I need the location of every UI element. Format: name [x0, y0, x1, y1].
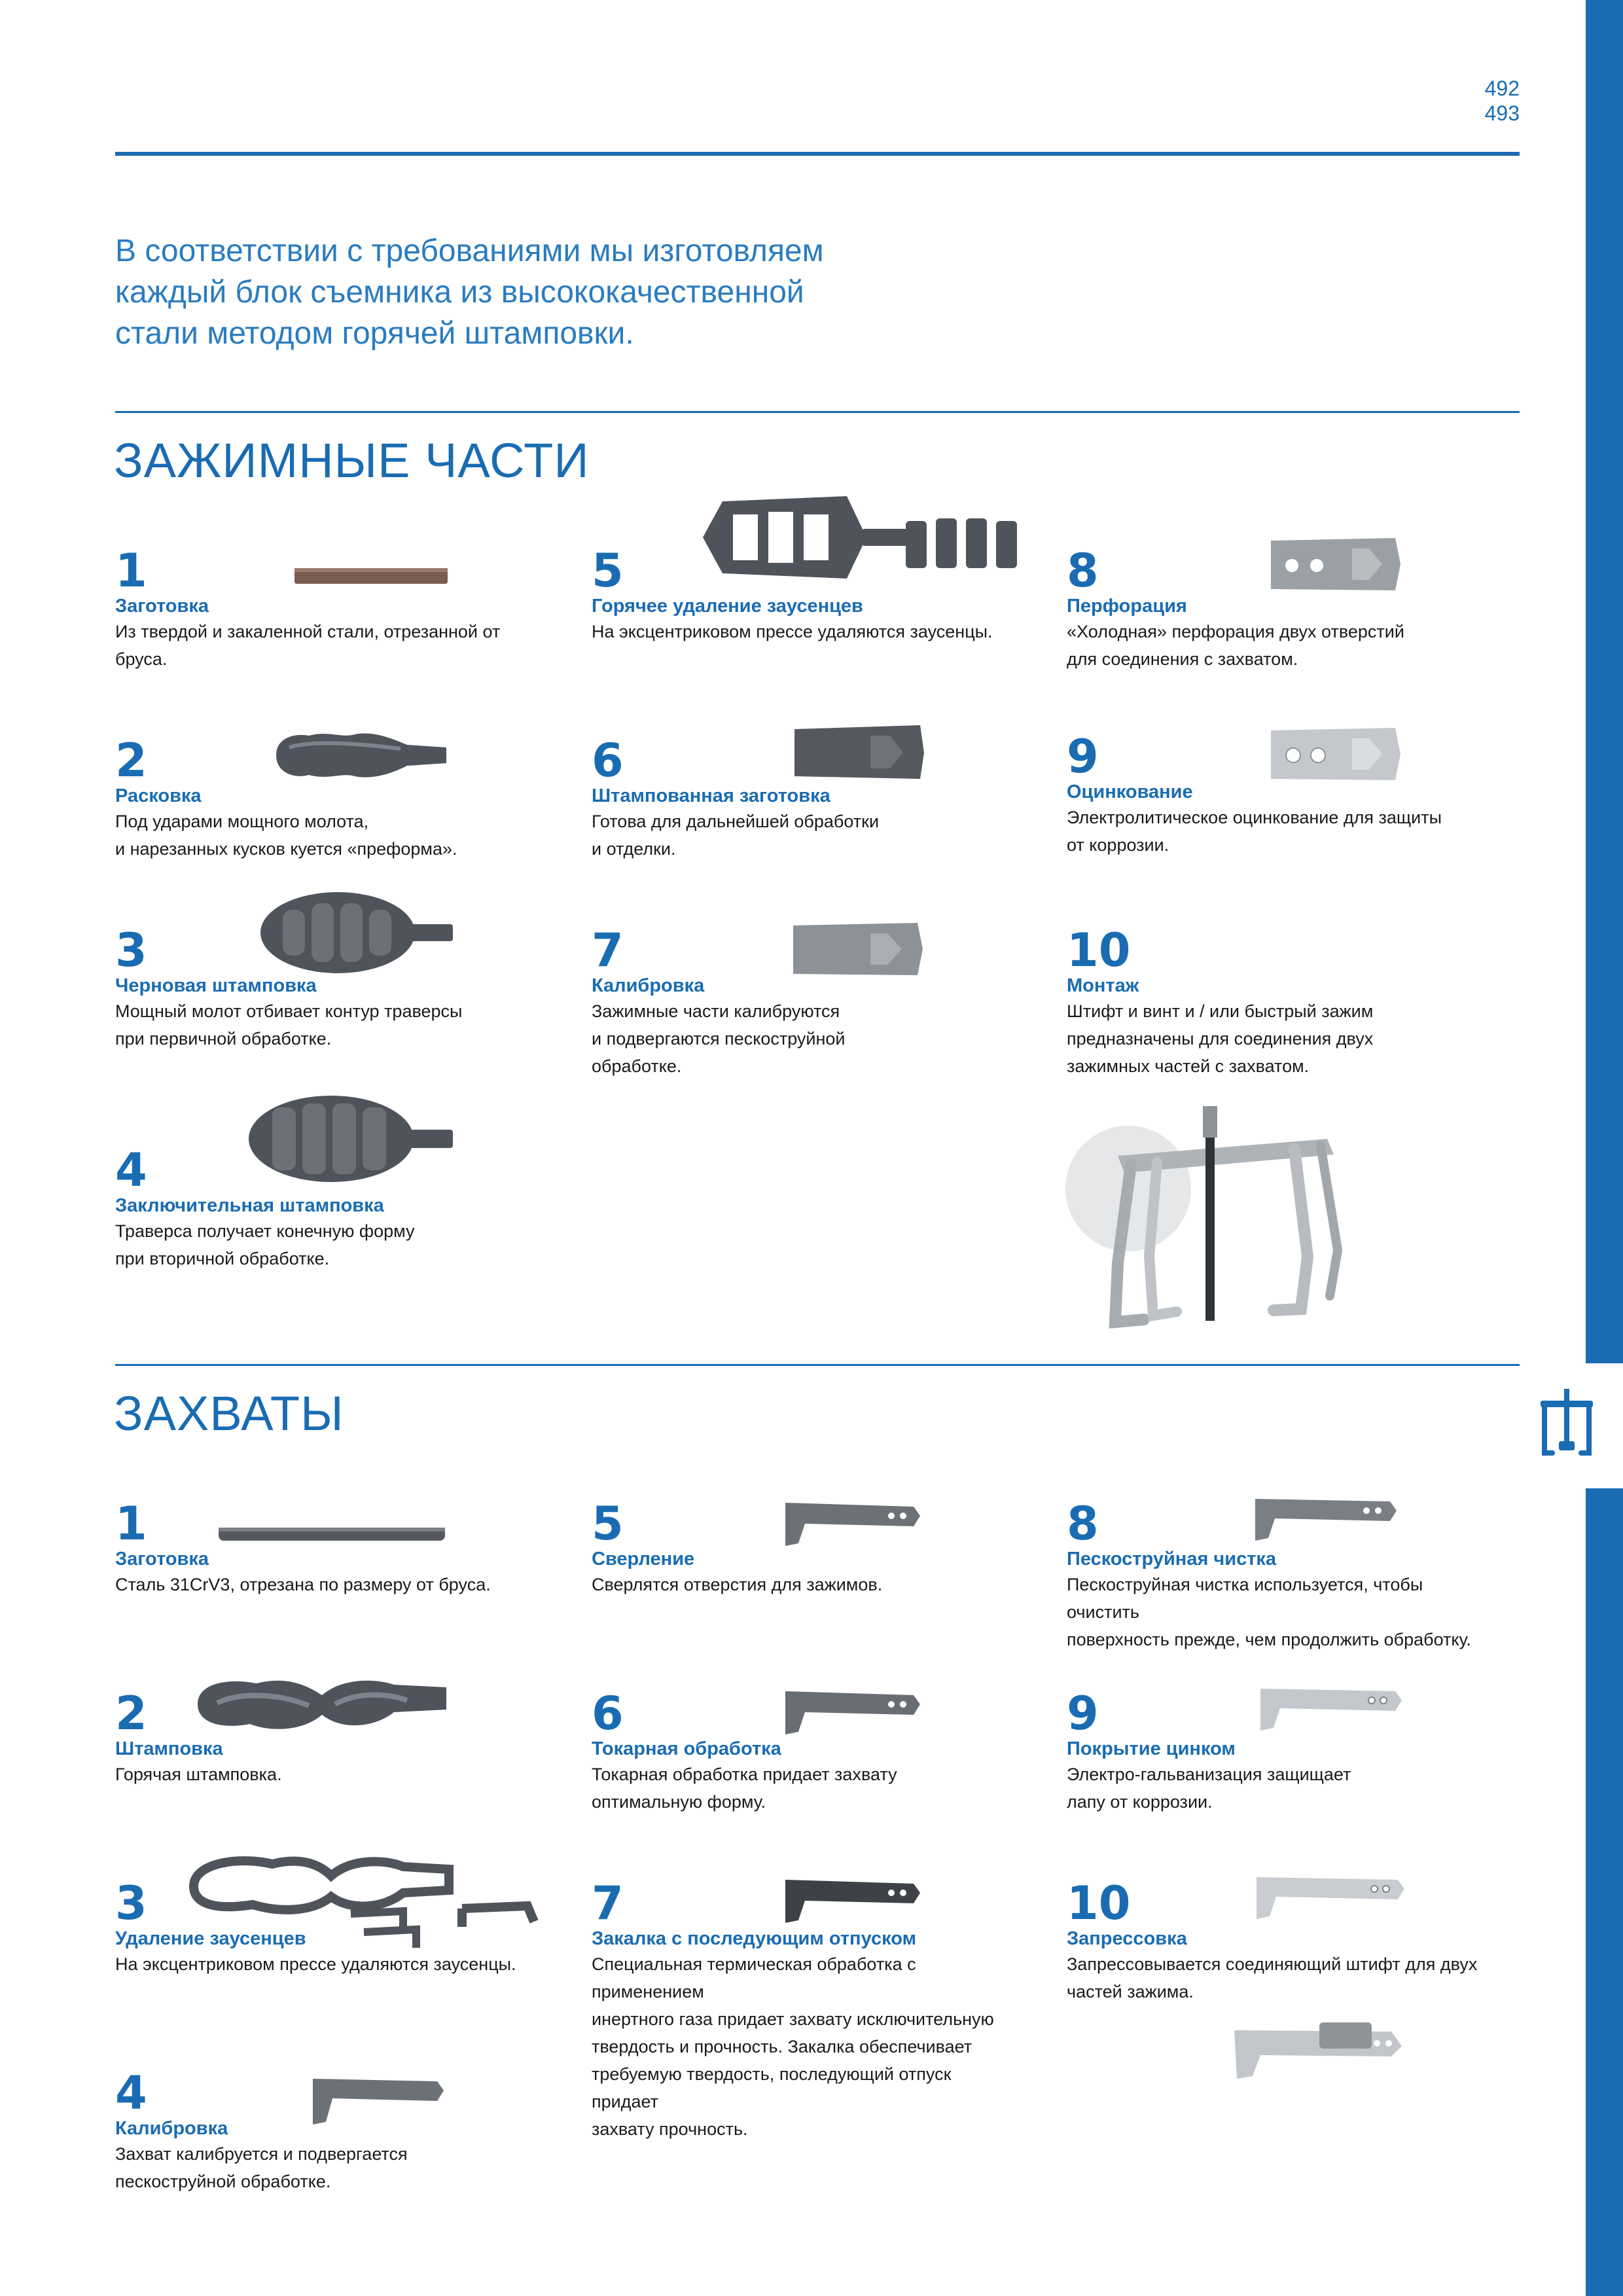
jaw-drilled-icon — [779, 1498, 927, 1550]
step-title: Закалка с последующим отпуском — [592, 1928, 917, 1949]
step-title: Штамповка — [115, 1738, 223, 1759]
jaw-turned-icon — [779, 1686, 927, 1738]
forged-blank-icon — [792, 723, 927, 781]
galvanized-part-icon — [1267, 725, 1402, 784]
step-title: Черновая штамповка — [115, 975, 317, 996]
jaw-hardened-icon — [779, 1874, 927, 1927]
step-title: Пескоструйная чистка — [1067, 1549, 1277, 1570]
jaw-pressed-assembly-icon — [1228, 2017, 1411, 2083]
step-number: 8 — [1067, 544, 1099, 598]
step-description: Готова для дальнейшей обработки и отделки. — [592, 812, 880, 859]
preform-icon — [270, 728, 453, 783]
step-title: Заключительная штамповка — [115, 1195, 384, 1216]
step-title: Покрытие цинком — [1067, 1738, 1236, 1759]
step-description: Из твердой и закаленной стали, отрезанной от бруса. — [115, 622, 501, 669]
page-number-left: 492 — [1484, 77, 1520, 100]
step-description: Горячая штамповка. — [115, 1765, 282, 1784]
side-accent-bar-top — [1586, 0, 1623, 1363]
jaw-forging-icon — [191, 1669, 453, 1741]
header-rule — [115, 152, 1520, 156]
puller-tool-icon — [1534, 1388, 1599, 1466]
intro-text: В соответствии с требованиями мы изготовляем каждый блок съемника из высококачественной стали методом горячей штамповки. — [115, 234, 824, 351]
section-divider-jaws — [115, 1364, 1520, 1366]
step-number: 7 — [592, 1876, 624, 1930]
step-number: 3 — [115, 924, 147, 977]
step-description: Электро-гальванизация защищает лапу от коррозии. — [1067, 1765, 1351, 1812]
step-description: На эксцентриковом прессе удаляются заусенцы. — [592, 622, 993, 641]
step-title: Монтаж — [1067, 975, 1139, 996]
step-number: 4 — [115, 2066, 147, 2120]
step-description: Захват калибруется и подвергается пескоструйной обработке. — [115, 2144, 408, 2191]
step-number: 9 — [1067, 730, 1099, 783]
step-title: Расковка — [115, 785, 202, 806]
page-number-right: 493 — [1484, 101, 1520, 125]
jaw-calibrated-icon — [306, 2072, 450, 2128]
jaws-step-1 — [115, 1497, 534, 1598]
step-number: 3 — [115, 1876, 147, 1930]
step-description: Сверлятся отверстия для зажимов. — [592, 1575, 883, 1594]
deburring-icon — [696, 488, 1037, 586]
step-description: Мощный молот отбивает контур траверсы при первичной обработке. — [115, 1001, 463, 1049]
step-description: Штифт и винт и / или быстрый зажим предназначены для соединения двух зажимных частей с захватом. — [1067, 1001, 1374, 1076]
step-title: Удаление заусенцев — [115, 1928, 306, 1949]
step-number: 5 — [592, 544, 624, 598]
step-title: Заготовка — [115, 1549, 209, 1570]
page-numbers — [1485, 76, 1520, 126]
step-title: Сверление — [592, 1549, 695, 1570]
step-number: 4 — [115, 1143, 147, 1197]
final-forging-icon — [246, 1086, 455, 1191]
step-title: Токарная обработка — [592, 1738, 781, 1759]
step-description: Траверса получает конечную форму при вторичной обработке. — [115, 1221, 415, 1268]
step-description: Токарная обработка придает захвату оптимальную форму. — [592, 1765, 897, 1812]
step-description: Запрессовывается соединяющий штифт для двух частей зажима. — [1067, 1954, 1478, 2001]
step-title: Заготовка — [115, 596, 209, 617]
step-number: 8 — [1067, 1497, 1099, 1551]
step-title: Штампованная заготовка — [592, 785, 830, 806]
step-title: Запрессовка — [1067, 1928, 1187, 1949]
assembled-puller-icon — [1065, 1100, 1353, 1342]
step-number: 5 — [592, 1497, 624, 1551]
step-number: 7 — [592, 924, 624, 977]
step-number: 6 — [592, 734, 624, 787]
step-description: «Холодная» перфорация двух отверстий для соединения с захватом. — [1067, 622, 1404, 669]
section-title-clamping: ЗАЖИМНЫЕ ЧАСТИ — [114, 433, 590, 488]
step-number: 9 — [1067, 1687, 1099, 1740]
steel-rod-icon — [217, 1525, 448, 1543]
step-description: Сталь 31CrV3, отрезана по размеру от бруса. — [115, 1575, 491, 1594]
step-number: 6 — [592, 1687, 624, 1740]
jaw-pressed-icon — [1250, 1871, 1411, 1923]
step-number: 10 — [1067, 1876, 1131, 1930]
step-description: Зажимные части калибруются и подвергаются пескоструйной обработке. — [592, 1001, 846, 1076]
clamping-step-10 — [1067, 924, 1486, 1080]
step-number: 10 — [1067, 924, 1131, 977]
step-number: 1 — [115, 1497, 147, 1551]
jaw-sandblasted-icon — [1249, 1492, 1403, 1545]
step-title: Оцинкование — [1067, 781, 1193, 802]
perforated-part-icon — [1267, 535, 1402, 594]
step-description: Специальная термическая обработка с применением инертного газа придает захвату исключительную твердость и прочность. Закалка обеспечивает требуемую твердость, последующий отпуск придает захвату прочность. — [592, 1954, 994, 2139]
step-description: Пескоструйная чистка используется, чтобы очистить поверхность прежде, чем продолжить обработку. — [1067, 1575, 1471, 1649]
step-number: 2 — [115, 734, 147, 787]
section-title-jaws: ЗАХВАТЫ — [114, 1386, 344, 1441]
step-title: Калибровка — [115, 2118, 228, 2139]
step-title: Калибровка — [592, 975, 705, 996]
calibrated-part-icon — [789, 919, 927, 979]
step-number: 2 — [115, 1687, 147, 1740]
steel-bar-icon — [293, 564, 450, 588]
step-description: Электролитическое оцинкование для защиты от коррозии. — [1067, 808, 1442, 855]
step-title: Перфорация — [1067, 596, 1187, 617]
jaw-galvanized-icon — [1254, 1682, 1408, 1734]
rough-forging-icon — [259, 884, 455, 982]
step-description: На эксцентриковом прессе удаляются заусенцы. — [115, 1954, 516, 1974]
step-description: Под ударами мощного молота, и нарезанных кусков куется «преформа». — [115, 812, 457, 859]
side-accent-bar-bottom — [1586, 1488, 1623, 2296]
step-number: 1 — [115, 544, 147, 598]
step-title: Горячее удаление заусенцев — [592, 596, 863, 617]
jaw-deburring-icon — [187, 1850, 541, 1954]
section-divider-clamping — [115, 411, 1520, 413]
